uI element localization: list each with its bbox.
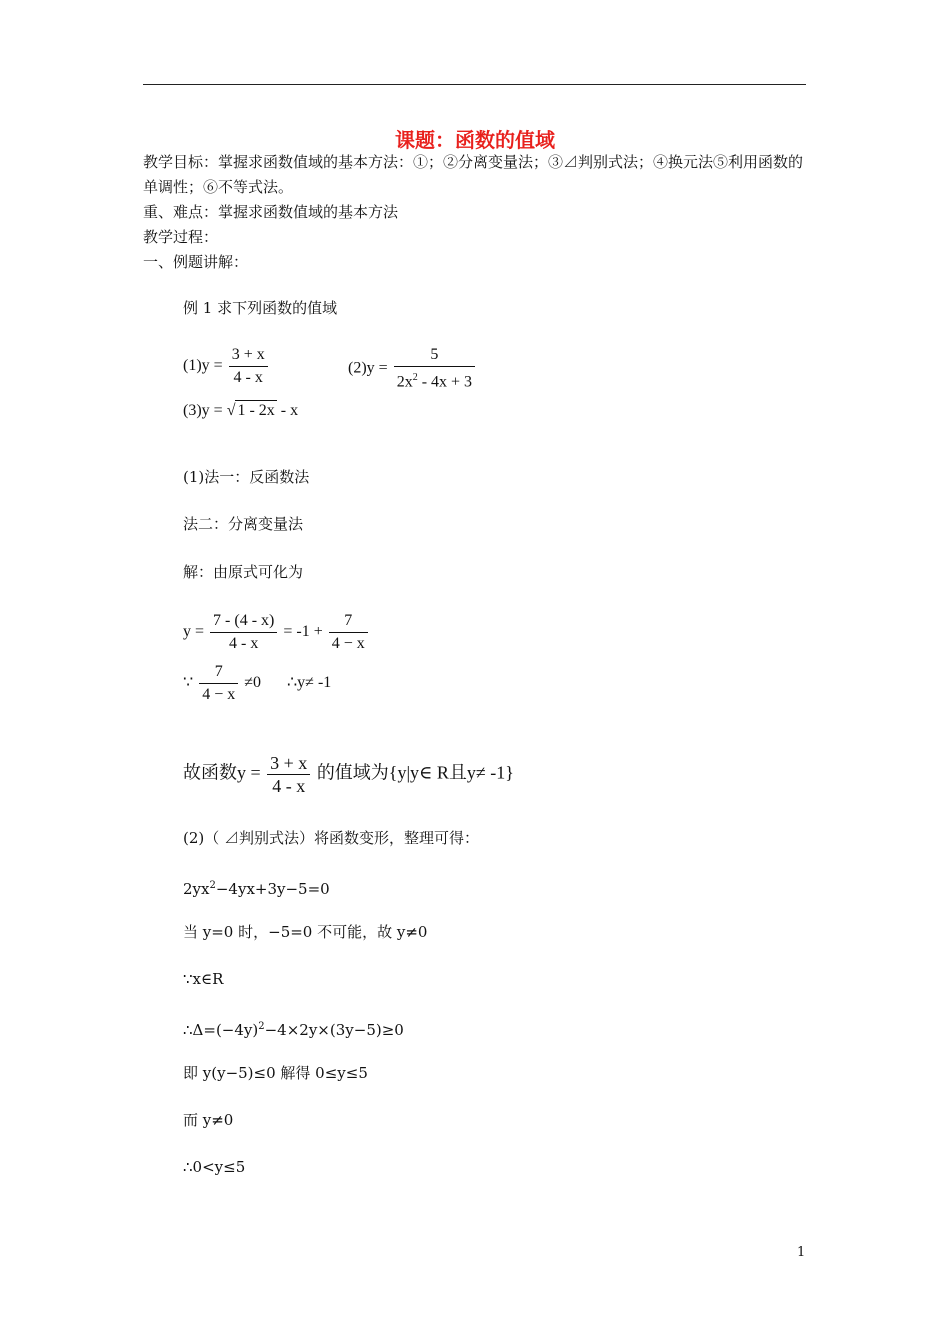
lesson-title: 课题：函数的值域 bbox=[395, 128, 555, 152]
function-3-label: (3)y = bbox=[183, 402, 223, 419]
part2-intro: (2)（ ⊿判别式法）将函数变形，整理可得： bbox=[183, 829, 480, 847]
sqrt-icon: √ bbox=[226, 402, 236, 419]
function-2-fraction: $\frac{5}{2x^2 - 4x + 3}$ bbox=[394, 344, 475, 393]
teaching-process: 教学过程： bbox=[143, 228, 219, 246]
key-points: 重、难点：掌握求函数值域的基本方法 bbox=[143, 203, 399, 221]
equation-quadratic: $2yx^2-4yx+3y-5=0$ bbox=[183, 880, 330, 898]
x-in-reals: ∵x∈R bbox=[183, 970, 224, 988]
solution-intro: 解：由原式可化为 bbox=[183, 563, 304, 581]
header-rule bbox=[143, 84, 806, 85]
function-1-fraction: $\frac{3 + x}{4 - x}$ bbox=[229, 344, 268, 389]
conclusion: 故函数y = $\frac{3 + x}{4 - x}$ 的值域为{y|y∈ R且y≠ -1} bbox=[183, 753, 514, 796]
discriminant: $\therefore\Delta=(-4y)^2-4\times 2y\times(3y-5)\ge 0$ bbox=[183, 1021, 404, 1039]
equation-1: y = $\frac{7 - (4 - x)}{4 - x}$ = -1 + $\frac{7}{4 - x}$ bbox=[183, 610, 370, 655]
equation-2: ∵ $\frac{7}{4 - x}$ ≠0 ∴y≠ -1 bbox=[183, 661, 331, 706]
range-result: ∴0<y≤5 bbox=[183, 1158, 246, 1176]
function-1-label: (1)y = bbox=[183, 357, 223, 375]
radicand: 1 - 2x bbox=[237, 402, 275, 419]
function-1 bbox=[183, 344, 270, 389]
function-2 bbox=[348, 344, 477, 393]
method-1: (1)法一：反函数法 bbox=[183, 468, 310, 486]
method-2: 法二：分离变量法 bbox=[183, 515, 304, 533]
case-y-zero: 当 y=0 时，−5=0 不可能，故 y≠0 bbox=[183, 923, 428, 941]
section-heading: 一、例题讲解： bbox=[143, 253, 249, 271]
example-heading: 例 1 求下列函数的值域 bbox=[183, 299, 338, 317]
teaching-objectives: 教学目标：掌握求函数值域的基本方法：①；②分离变量法；③⊿判别式法；④换元法⑤利用函数的单调性；⑥不等式法。 bbox=[143, 153, 804, 196]
function-2-label: (2)y = bbox=[348, 359, 388, 377]
page-number: 1 bbox=[797, 1245, 806, 1260]
function-3: (3)y = √ 1 - 2x - x bbox=[183, 402, 299, 419]
inequality-solution: 即 y(y−5)≤0 解得 0≤y≤5 bbox=[183, 1064, 368, 1082]
y-nonzero: 而 y≠0 bbox=[183, 1111, 234, 1129]
